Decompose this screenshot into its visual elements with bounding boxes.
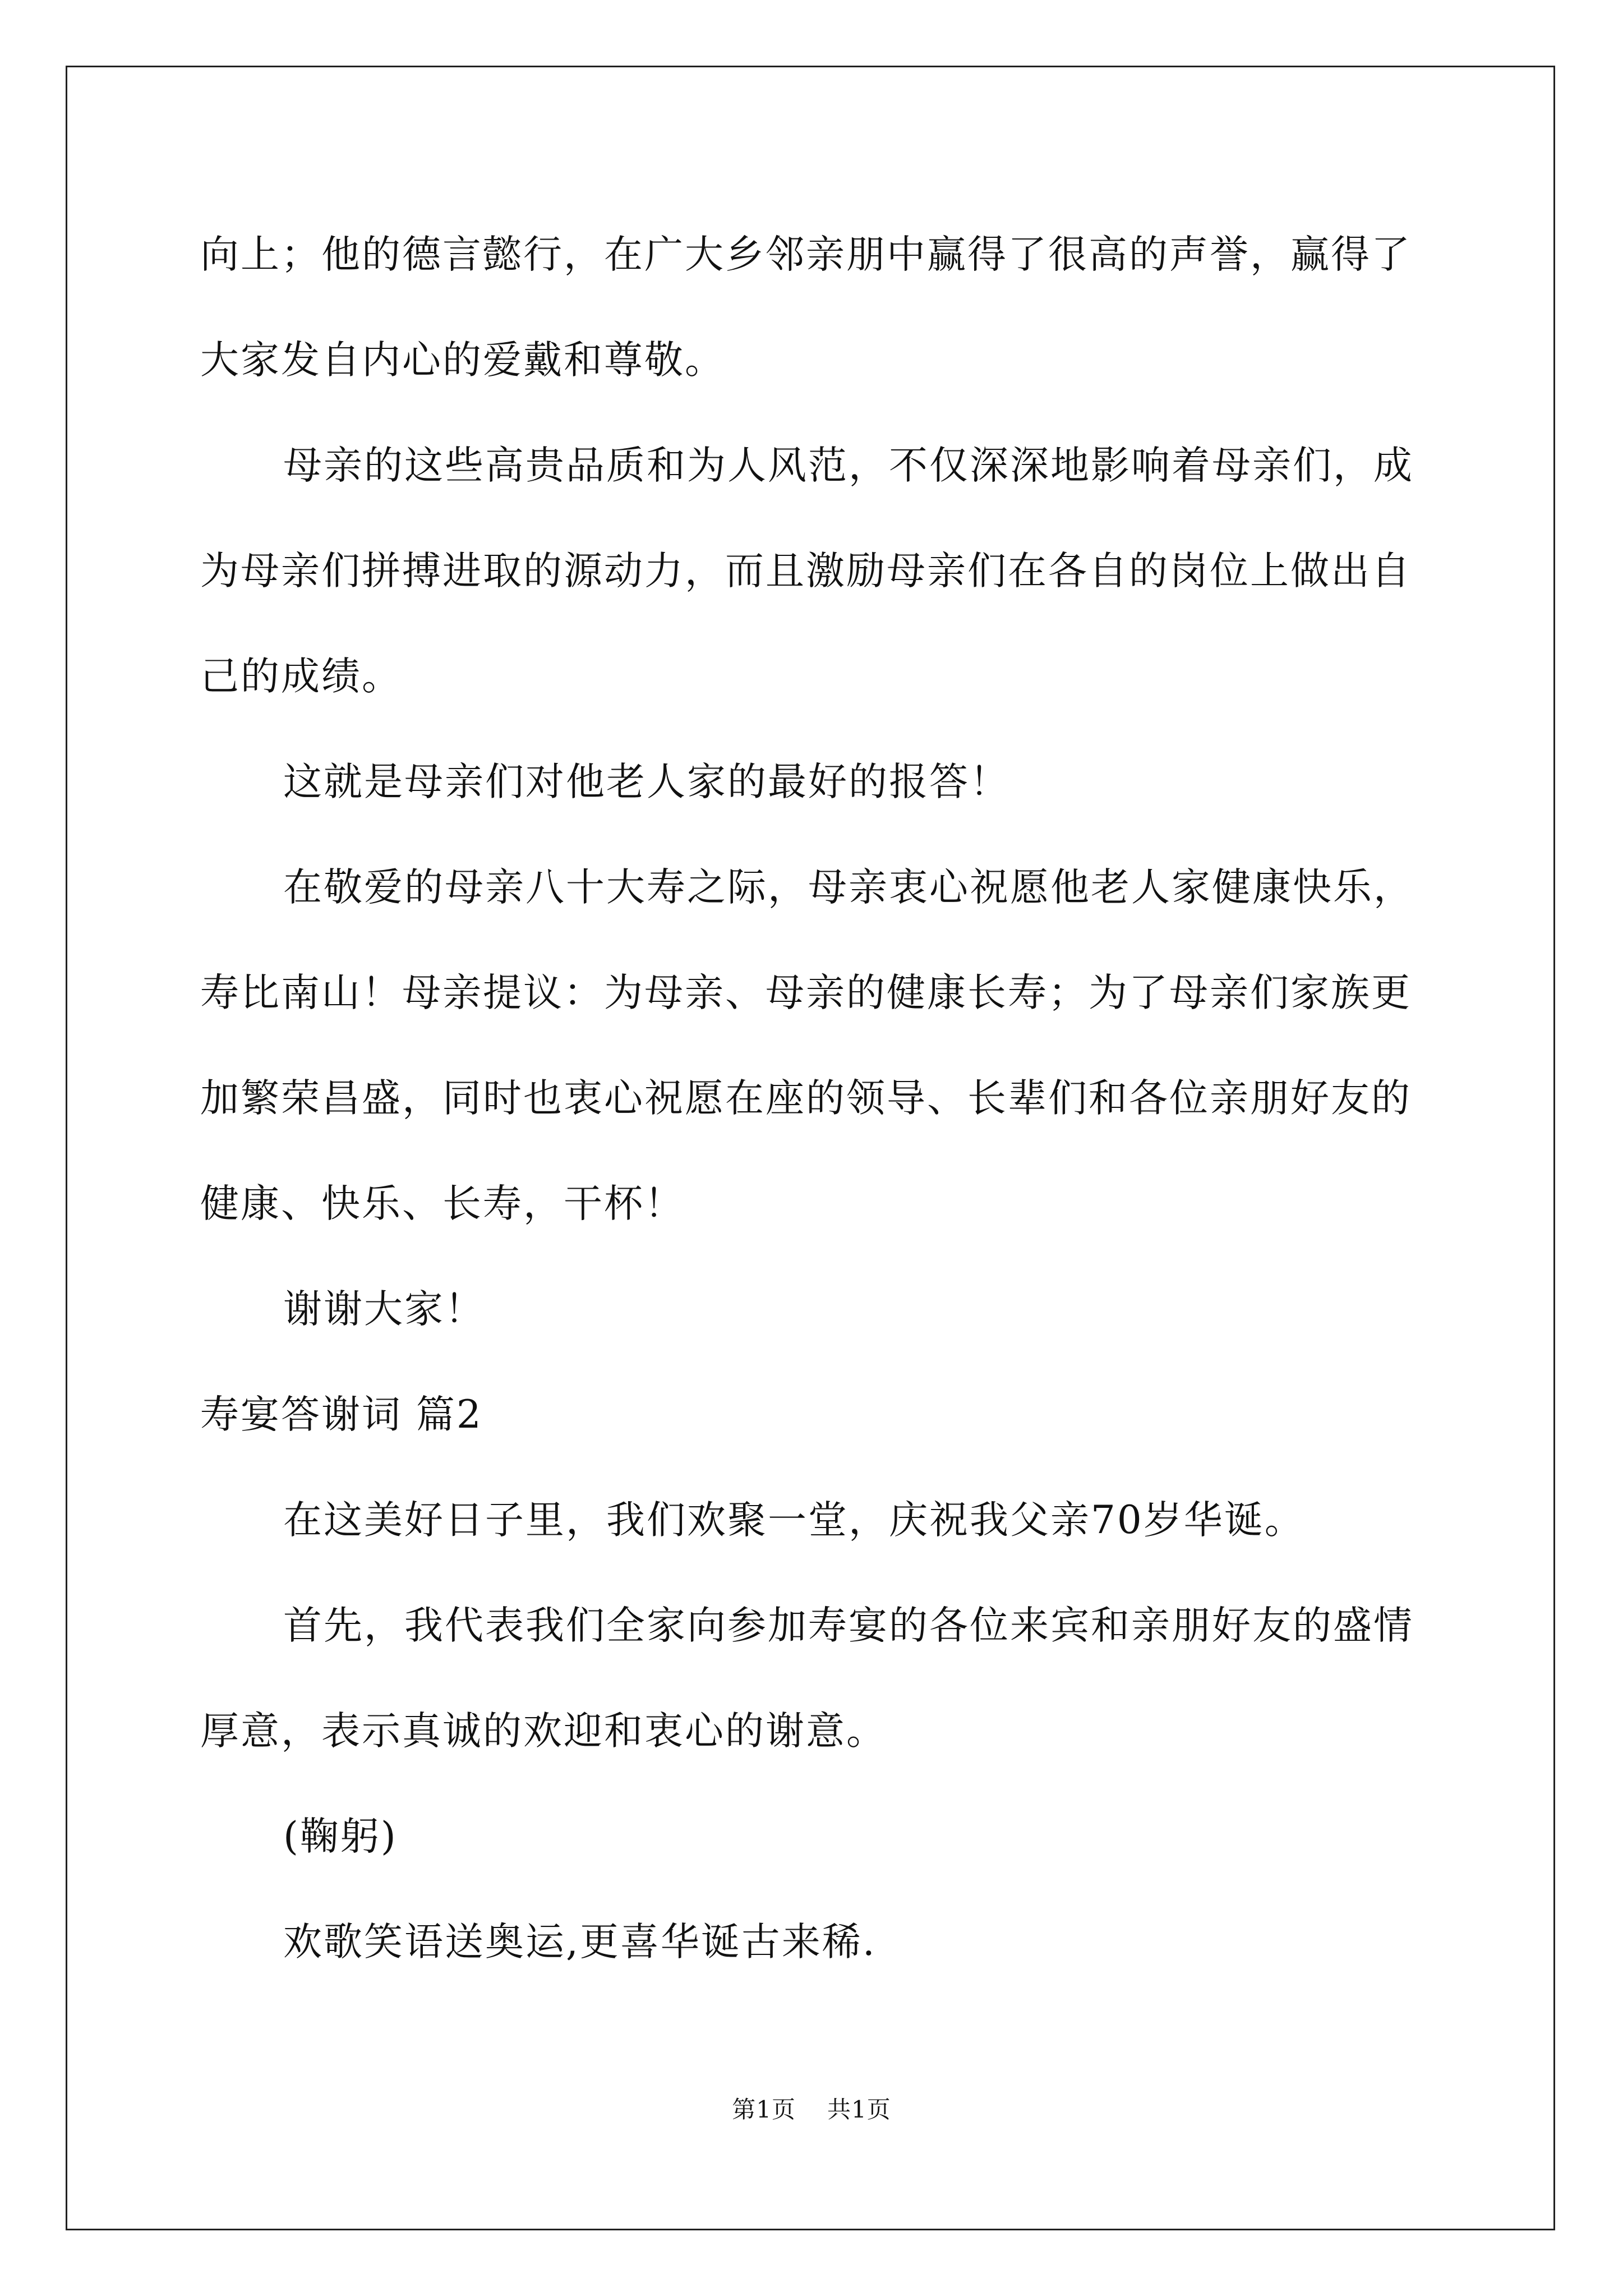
paragraph-line: 谢谢大家！ [283, 1287, 485, 1332]
paragraph-line: 厚意，表示真诚的欢迎和衷心的谢意。 [200, 1709, 887, 1754]
page-footer [0, 2091, 1623, 2125]
page-number-current: 第1页 [732, 2096, 796, 2123]
body-line: 大家发自内心的爱戴和尊敬。 [200, 338, 725, 383]
document-body [200, 202, 1434, 1995]
paragraph-line: 这就是母亲们对他老人家的最好的报答！ [283, 760, 1010, 804]
paragraph-line: 寿比南山！母亲提议：为母亲、母亲的健康长寿；为了母亲们家族更 [200, 970, 1412, 1015]
page-number-total: 共1页 [827, 2096, 891, 2123]
body-line: 向上；他的德言懿行，在广大乡邻亲朋中赢得了很高的声誉，赢得了 [200, 232, 1412, 277]
paragraph-line: 健康、快乐、长寿，干杯！ [200, 1181, 685, 1226]
paragraph-line: (鞠躬) [283, 1814, 398, 1859]
paragraph-line: 在这美好日子里，我们欢聚一堂，庆祝我父亲70岁华诞。 [283, 1498, 1305, 1543]
paragraph-line: 母亲的这些高贵品质和为人风范，不仅深深地影响着母亲们，成 [283, 443, 1414, 488]
paragraph-line: 在敬爱的母亲八十大寿之际，母亲衷心祝愿他老人家健康快乐， [283, 865, 1414, 910]
paragraph-line: 首先，我代表我们全家向参加寿宴的各位来宾和亲朋好友的盛情 [283, 1603, 1414, 1648]
paragraph-line: 欢歌笑语送奥运,更喜华诞古来稀. [283, 1920, 877, 1964]
section-heading: 寿宴答谢词 篇2 [200, 1392, 483, 1437]
paragraph-line: 己的成绩。 [200, 654, 402, 699]
paragraph-line: 加繁荣昌盛，同时也衷心祝愿在座的领导、长辈们和各位亲朋好友的 [200, 1076, 1412, 1121]
paragraph-line: 为母亲们拼搏进取的源动力，而且激励母亲们在各自的岗位上做出自 [200, 549, 1412, 593]
